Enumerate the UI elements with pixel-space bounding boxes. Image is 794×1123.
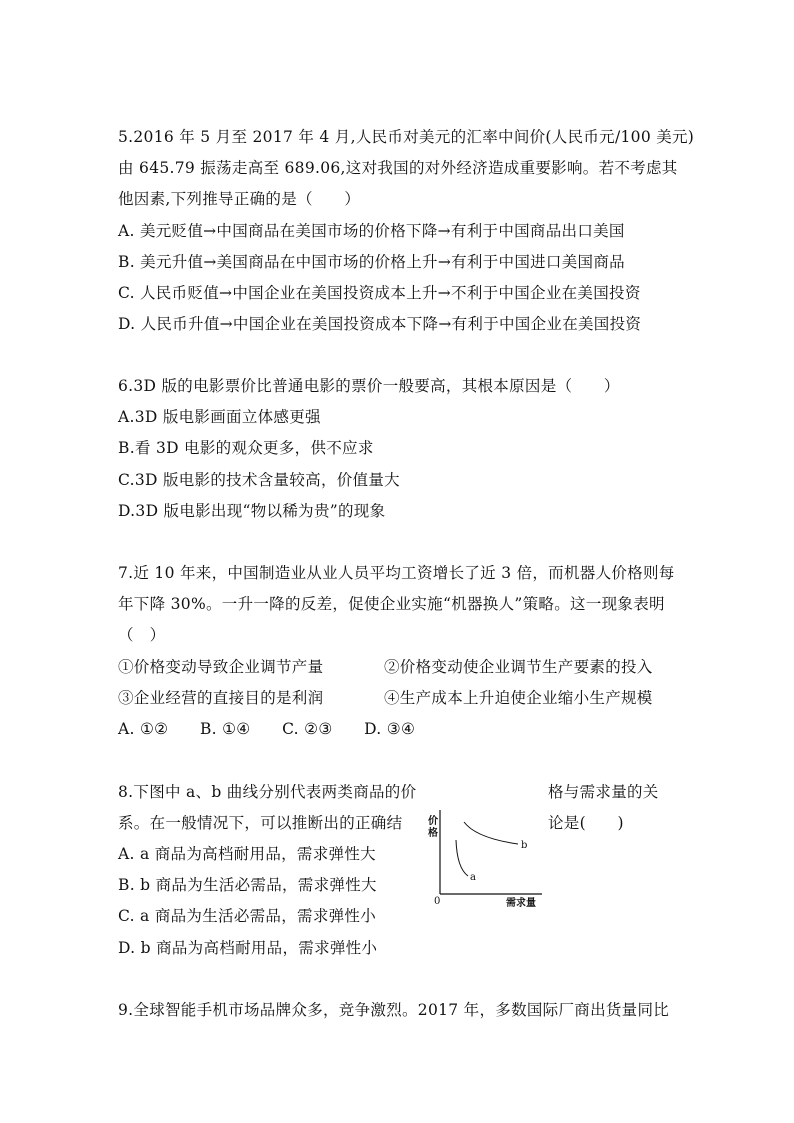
q8-option-a: A. a 商品为高档耐用品，需求弹性大 <box>118 845 376 863</box>
q8-stem-line-2-right: 论是( ) <box>548 814 624 832</box>
q8-option-d: D. b 商品为高档耐用品，需求弹性小 <box>118 939 378 957</box>
q5-option-c: C. 人民币贬值→中国企业在美国投资成本上升→不利于中国企业在美国投资 <box>118 284 641 302</box>
q8-option-b: B. b 商品为生活必需品，需求弹性大 <box>118 876 377 894</box>
q5-option-b: B. 美元升值→美国商品在中国市场的价格上升→有利于中国进口美国商品 <box>118 253 625 271</box>
curve-a <box>456 840 468 876</box>
q7-item-3: ③企业经营的直接目的是利润 <box>118 689 324 707</box>
q8-stem-line-1-right: 格与需求量的关 <box>548 783 659 801</box>
q6-option-d: D.3D 版电影出现“物以稀为贵”的现象 <box>118 502 386 520</box>
q7-item-4: ④生产成本上升迫使企业缩小生产规模 <box>384 689 653 707</box>
q5-option-a: A. 美元贬值→中国商品在美国市场的价格下降→有利于中国商品出口美国 <box>118 222 625 240</box>
q9-stem-line-1: 9.全球智能手机市场品牌众多，竞争激烈。2017 年，多数国际厂商出货量同比 <box>118 1001 670 1019</box>
x-axis-label: 需求量 <box>506 898 536 909</box>
q7-choices: A. ①② B. ①④ C. ②③ D. ③④ <box>118 720 416 738</box>
y-axis-label-bottom: 格 <box>428 828 438 839</box>
q5-stem-line-1: 5.2016 年 5 月至 2017 年 4 月,人民币对美元的汇率中间价(人民币元/100 美元) <box>118 128 695 146</box>
q7-stem-line-1: 7.近 10 年来，中国制造业从业人员平均工资增长了近 3 倍，而机器人价格则每 <box>118 564 675 582</box>
q5-option-d: D. 人民币升值→中国企业在美国投资成本下降→有利于中国企业在美国投资 <box>118 315 642 333</box>
q6-option-a: A.3D 版电影画面立体感更强 <box>118 408 321 426</box>
q7-stem-line-2: 年下降 30%。一升一降的反差，促使企业实施“机器换人”策略。这一现象表明 <box>118 595 665 613</box>
q8-option-c: C. a 商品为生活必需品，需求弹性小 <box>118 907 377 925</box>
demand-curve-svg <box>424 808 544 908</box>
q6-option-c: C.3D 版电影的技术含量较高，价值量大 <box>118 471 400 489</box>
curve-b <box>464 822 518 844</box>
q7-item-1: ①价格变动导致企业调节产量 <box>118 658 324 676</box>
q8-stem-line-2-left: 系。在一般情况下，可以推断出的正确结 <box>118 814 403 832</box>
origin-label: 0 <box>434 896 441 907</box>
demand-curve-graph <box>424 808 544 908</box>
q7-stem-line-3: （ ） <box>118 626 166 644</box>
q7-item-2: ②价格变动使企业调节生产要素的投入 <box>384 658 653 676</box>
y-axis-label-top: 价 <box>428 816 438 827</box>
q8-stem-line-1-left: 8.下图中 a、b 曲线分别代表两类商品的价 <box>118 783 417 801</box>
curve-b-label: b <box>521 840 528 851</box>
q5-stem-line-3: 他因素,下列推导正确的是（ ） <box>118 190 361 208</box>
q6-stem: 6.3D 版的电影票价比普通电影的票价一般要高，其根本原因是（ ） <box>118 377 620 395</box>
q5-stem-line-2: 由 645.79 振荡走高至 689.06,这对我国的对外经济造成重要影响。若不考虑其 <box>118 159 678 177</box>
curve-a-label: a <box>470 872 476 883</box>
q6-option-b: B.看 3D 电影的观众更多，供不应求 <box>118 439 374 457</box>
